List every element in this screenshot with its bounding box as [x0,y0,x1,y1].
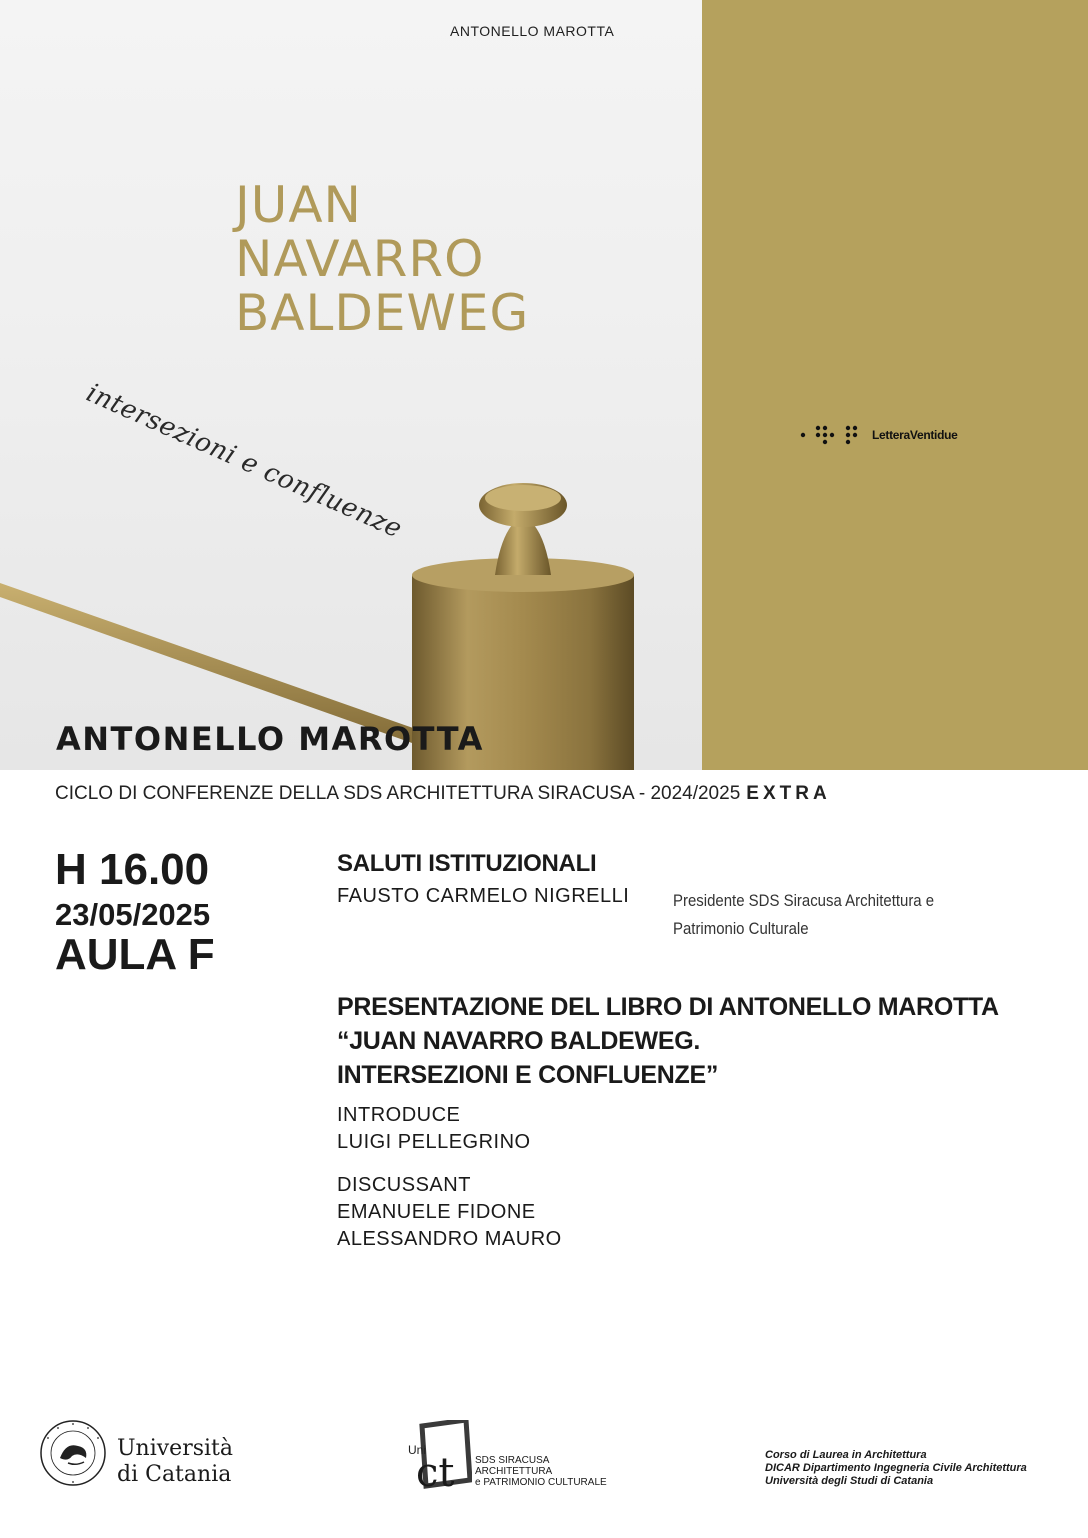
book-title-line: JUAN [235,176,362,234]
discussant-name: ALESSANDRO MAURO [337,1228,562,1250]
publisher-dots-icon [800,424,866,446]
sds-school-name [475,1455,607,1488]
introduce-label: INTRODUCE [337,1104,461,1126]
sds-line: ARCHITETTURA [475,1466,553,1477]
presentation-line: “JUAN NAVARRO BALDEWEG. [337,1027,701,1055]
introduce-block [337,1102,531,1156]
course-info [765,1449,1027,1488]
publisher-name: LetteraVentidue [872,428,958,442]
event-date: 23/05/2025 [55,897,211,932]
discussant-block [337,1172,562,1253]
cover-author: ANTONELLO MAROTTA [450,23,615,39]
svg-text:Uni: Uni [408,1443,427,1457]
role-line: Presidente SDS Siracusa Architettura e [673,891,935,910]
book-title-line: NAVARRO [235,230,485,288]
presentation-line: INTERSEZIONI E CONFLUENZE” [337,1061,719,1089]
conference-cycle-text: CICLO DI CONFERENZE DELLA SDS ARCHITETTURA SIRACUSA - 2024/2025 [55,783,741,804]
seal-icon [38,1418,108,1488]
svg-text:ct: ct [416,1450,455,1496]
sds-logo [408,1420,472,1503]
greetings-speaker-role [673,887,963,943]
course-line: Università degli Studi di Catania [765,1475,934,1487]
sds-line: SDS SIRACUSA [475,1455,550,1466]
book-title [235,178,529,340]
role-line: Patrimonio Culturale [673,919,809,938]
course-line: Corso di Laurea in Architettura [765,1449,927,1461]
sds-ct-icon [408,1420,472,1498]
book-subtitle: intersezioni e confluenze [81,378,407,545]
university-seal-logo [38,1418,108,1493]
event-room: AULA F [55,930,215,979]
university-name [117,1436,233,1488]
university-name-line: Università [117,1436,233,1461]
sds-line: e PATRIMONIO CULTURALE [475,1477,607,1488]
greetings-heading: SALUTI ISTITUZIONALI [337,850,597,877]
book-title-line: BALDEWEG [235,284,530,342]
presentation-line: PRESENTAZIONE DEL LIBRO DI ANTONELLO MAROTTA [337,993,999,1021]
event-time: H 16.00 [55,845,210,894]
extra-badge: EXTRA [746,783,831,804]
presentation-heading [337,990,999,1092]
introduce-name: LUIGI PELLEGRINO [337,1131,531,1153]
conference-cycle [55,783,831,805]
publisher-logo [800,424,958,446]
author-name: ANTONELLO MAROTTA [56,720,484,758]
university-name-line: di Catania [117,1462,232,1487]
gold-cover-panel [702,0,1088,770]
discussant-label: DISCUSSANT [337,1174,471,1196]
greetings-speaker: FAUSTO CARMELO NIGRELLI [337,885,630,907]
course-line: DICAR Dipartimento Ingegneria Civile Architettura [765,1462,1027,1474]
discussant-name: EMANUELE FIDONE [337,1201,536,1223]
